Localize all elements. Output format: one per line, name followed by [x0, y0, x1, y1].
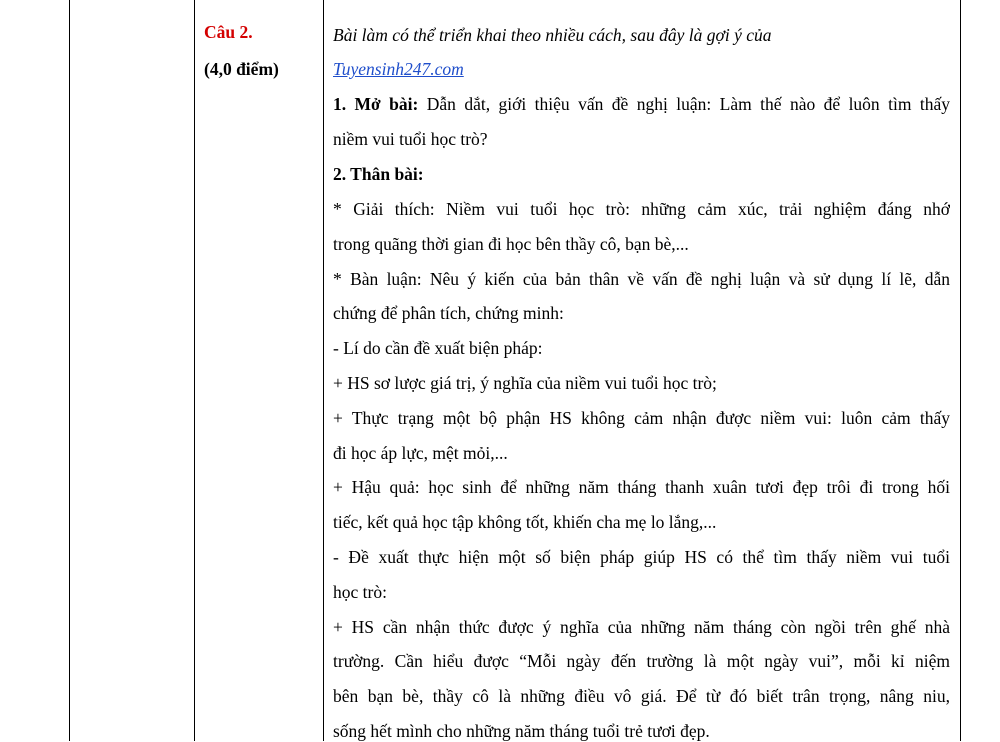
- answer-line: * Giải thích: Niềm vui tuổi học trò: những cảm xúc, trải nghiệm đáng nhớ: [333, 199, 950, 219]
- answer-line: * Bàn luận: Nêu ý kiến của bản thân về vấn đề nghị luận và sử dụng lí lẽ, dẫn: [333, 269, 950, 289]
- source-line: [333, 58, 950, 80]
- table-border-right: [960, 0, 961, 741]
- answer-line: tiếc, kết quả học tập không tốt, khiến cha mẹ lo lắng,...: [333, 512, 717, 532]
- answer-line: đi học áp lực, mệt mỏi,...: [333, 443, 508, 463]
- question-title: Câu 2.: [204, 22, 253, 42]
- empty-cell: [70, 0, 194, 741]
- mo-bai-text-2: niềm vui tuổi học trò?: [333, 129, 488, 149]
- than-bai-line: [333, 163, 950, 185]
- answer-line: bên bạn bè, thầy cô là những điều vô giá. Để từ đó biết trân trọng, nâng niu,: [333, 686, 950, 706]
- answer-line: - Lí do cần đề xuất biện pháp:: [333, 338, 543, 358]
- question-points: (4,0 điểm): [204, 59, 279, 79]
- answer-line: + HS cần nhận thức được ý nghĩa của những năm tháng còn ngồi trên ghế nhà: [333, 617, 950, 637]
- mo-bai-line: [333, 93, 950, 115]
- answer-line: học trò:: [333, 582, 387, 602]
- answer-intro: Bài làm có thể triển khai theo nhiều cách, sau đây là gợi ý của: [333, 25, 772, 45]
- answer-line: trường. Cần hiểu được “Mỗi ngày đến trường là một ngày vui”, mỗi kỉ niệm: [333, 651, 950, 671]
- question-cell: [195, 0, 323, 741]
- answer-line: + Thực trạng một bộ phận HS không cảm nhận được niềm vui: luôn cảm thấy: [333, 408, 950, 428]
- answer-line: sống hết mình cho những năm tháng tuổi trẻ tươi đẹp.: [333, 721, 710, 741]
- than-bai-heading: 2. Thân bài:: [333, 164, 424, 184]
- table-border-col2: [323, 0, 324, 741]
- answer-line: - Đề xuất thực hiện một số biện pháp giúp HS có thể tìm thấy niềm vui tuổi: [333, 547, 950, 567]
- answer-line: + HS sơ lược giá trị, ý nghĩa của niềm vui tuổi học trò;: [333, 373, 717, 393]
- answer-line: trong quãng thời gian đi học bên thầy cô, bạn bè,...: [333, 234, 689, 254]
- answer-cell: [333, 0, 950, 741]
- answer-line: + Hậu quả: học sinh để những năm tháng thanh xuân tươi đẹp trôi đi trong hối: [333, 477, 950, 497]
- source-link[interactable]: Tuyensinh247.com: [333, 59, 464, 79]
- answer-line: chứng để phân tích, chứng minh:: [333, 303, 564, 323]
- mo-bai-text: Dẫn dắt, giới thiệu vấn đề nghị luận: Làm thế nào để luôn tìm thấy: [418, 94, 950, 114]
- mo-bai-heading: 1. Mở bài:: [333, 94, 419, 114]
